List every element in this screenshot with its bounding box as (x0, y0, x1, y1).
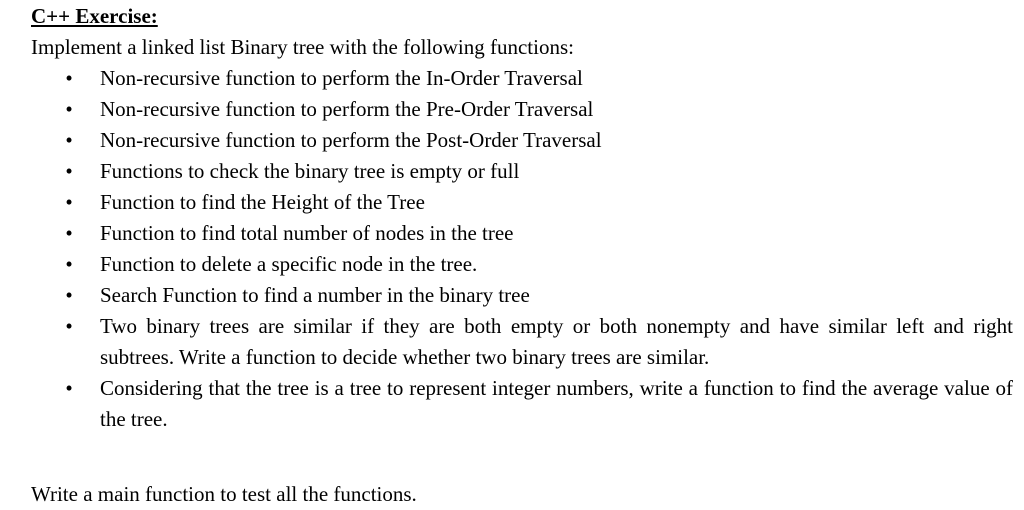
list-item-text: Two binary trees are similar if they are both empty or both nonempty and have similar left and right subtrees. Write a function to decide whether two binary trees are similar. (100, 314, 1013, 369)
list-item (31, 125, 1013, 156)
list-item-text: Functions to check the binary tree is empty or full (100, 159, 520, 183)
list-item (31, 156, 1013, 187)
bullet-icon: • (65, 252, 73, 276)
exercise-title: C++ Exercise: (31, 4, 158, 28)
list-item (31, 280, 1013, 311)
list-item (31, 373, 1013, 435)
bullet-icon: • (65, 66, 73, 90)
bullet-icon: • (65, 190, 73, 214)
list-item (31, 311, 1013, 373)
list-item (31, 187, 1013, 218)
list-item-text: Search Function to find a number in the binary tree (100, 283, 530, 307)
list-item (31, 218, 1013, 249)
list-item (31, 249, 1013, 280)
footer-instruction: Write a main function to test all the functions. (31, 482, 417, 506)
document-body (31, 1, 1013, 435)
list-item-text: Non-recursive function to perform the Pre-Order Traversal (100, 97, 594, 121)
bullet-icon: • (65, 97, 73, 121)
list-item-text: Non-recursive function to perform the In-Order Traversal (100, 66, 583, 90)
list-item-text: Non-recursive function to perform the Post-Order Traversal (100, 128, 602, 152)
list-item-text: Function to find total number of nodes in the tree (100, 221, 514, 245)
bullet-icon: • (65, 314, 73, 338)
list-item-text: Function to find the Height of the Tree (100, 190, 425, 214)
list-item (31, 63, 1013, 94)
intro-text: Implement a linked list Binary tree with the following functions: (31, 35, 574, 59)
bullet-icon: • (65, 128, 73, 152)
list-item-text: Function to delete a specific node in the tree. (100, 252, 478, 276)
list-item-text: Considering that the tree is a tree to represent integer numbers, write a function to find the average value of the tree. (100, 376, 1013, 431)
bullet-icon: • (65, 283, 73, 307)
requirements-list (31, 63, 1013, 435)
bullet-icon: • (65, 376, 73, 400)
bullet-icon: • (65, 159, 73, 183)
list-item (31, 94, 1013, 125)
bullet-icon: • (65, 221, 73, 245)
